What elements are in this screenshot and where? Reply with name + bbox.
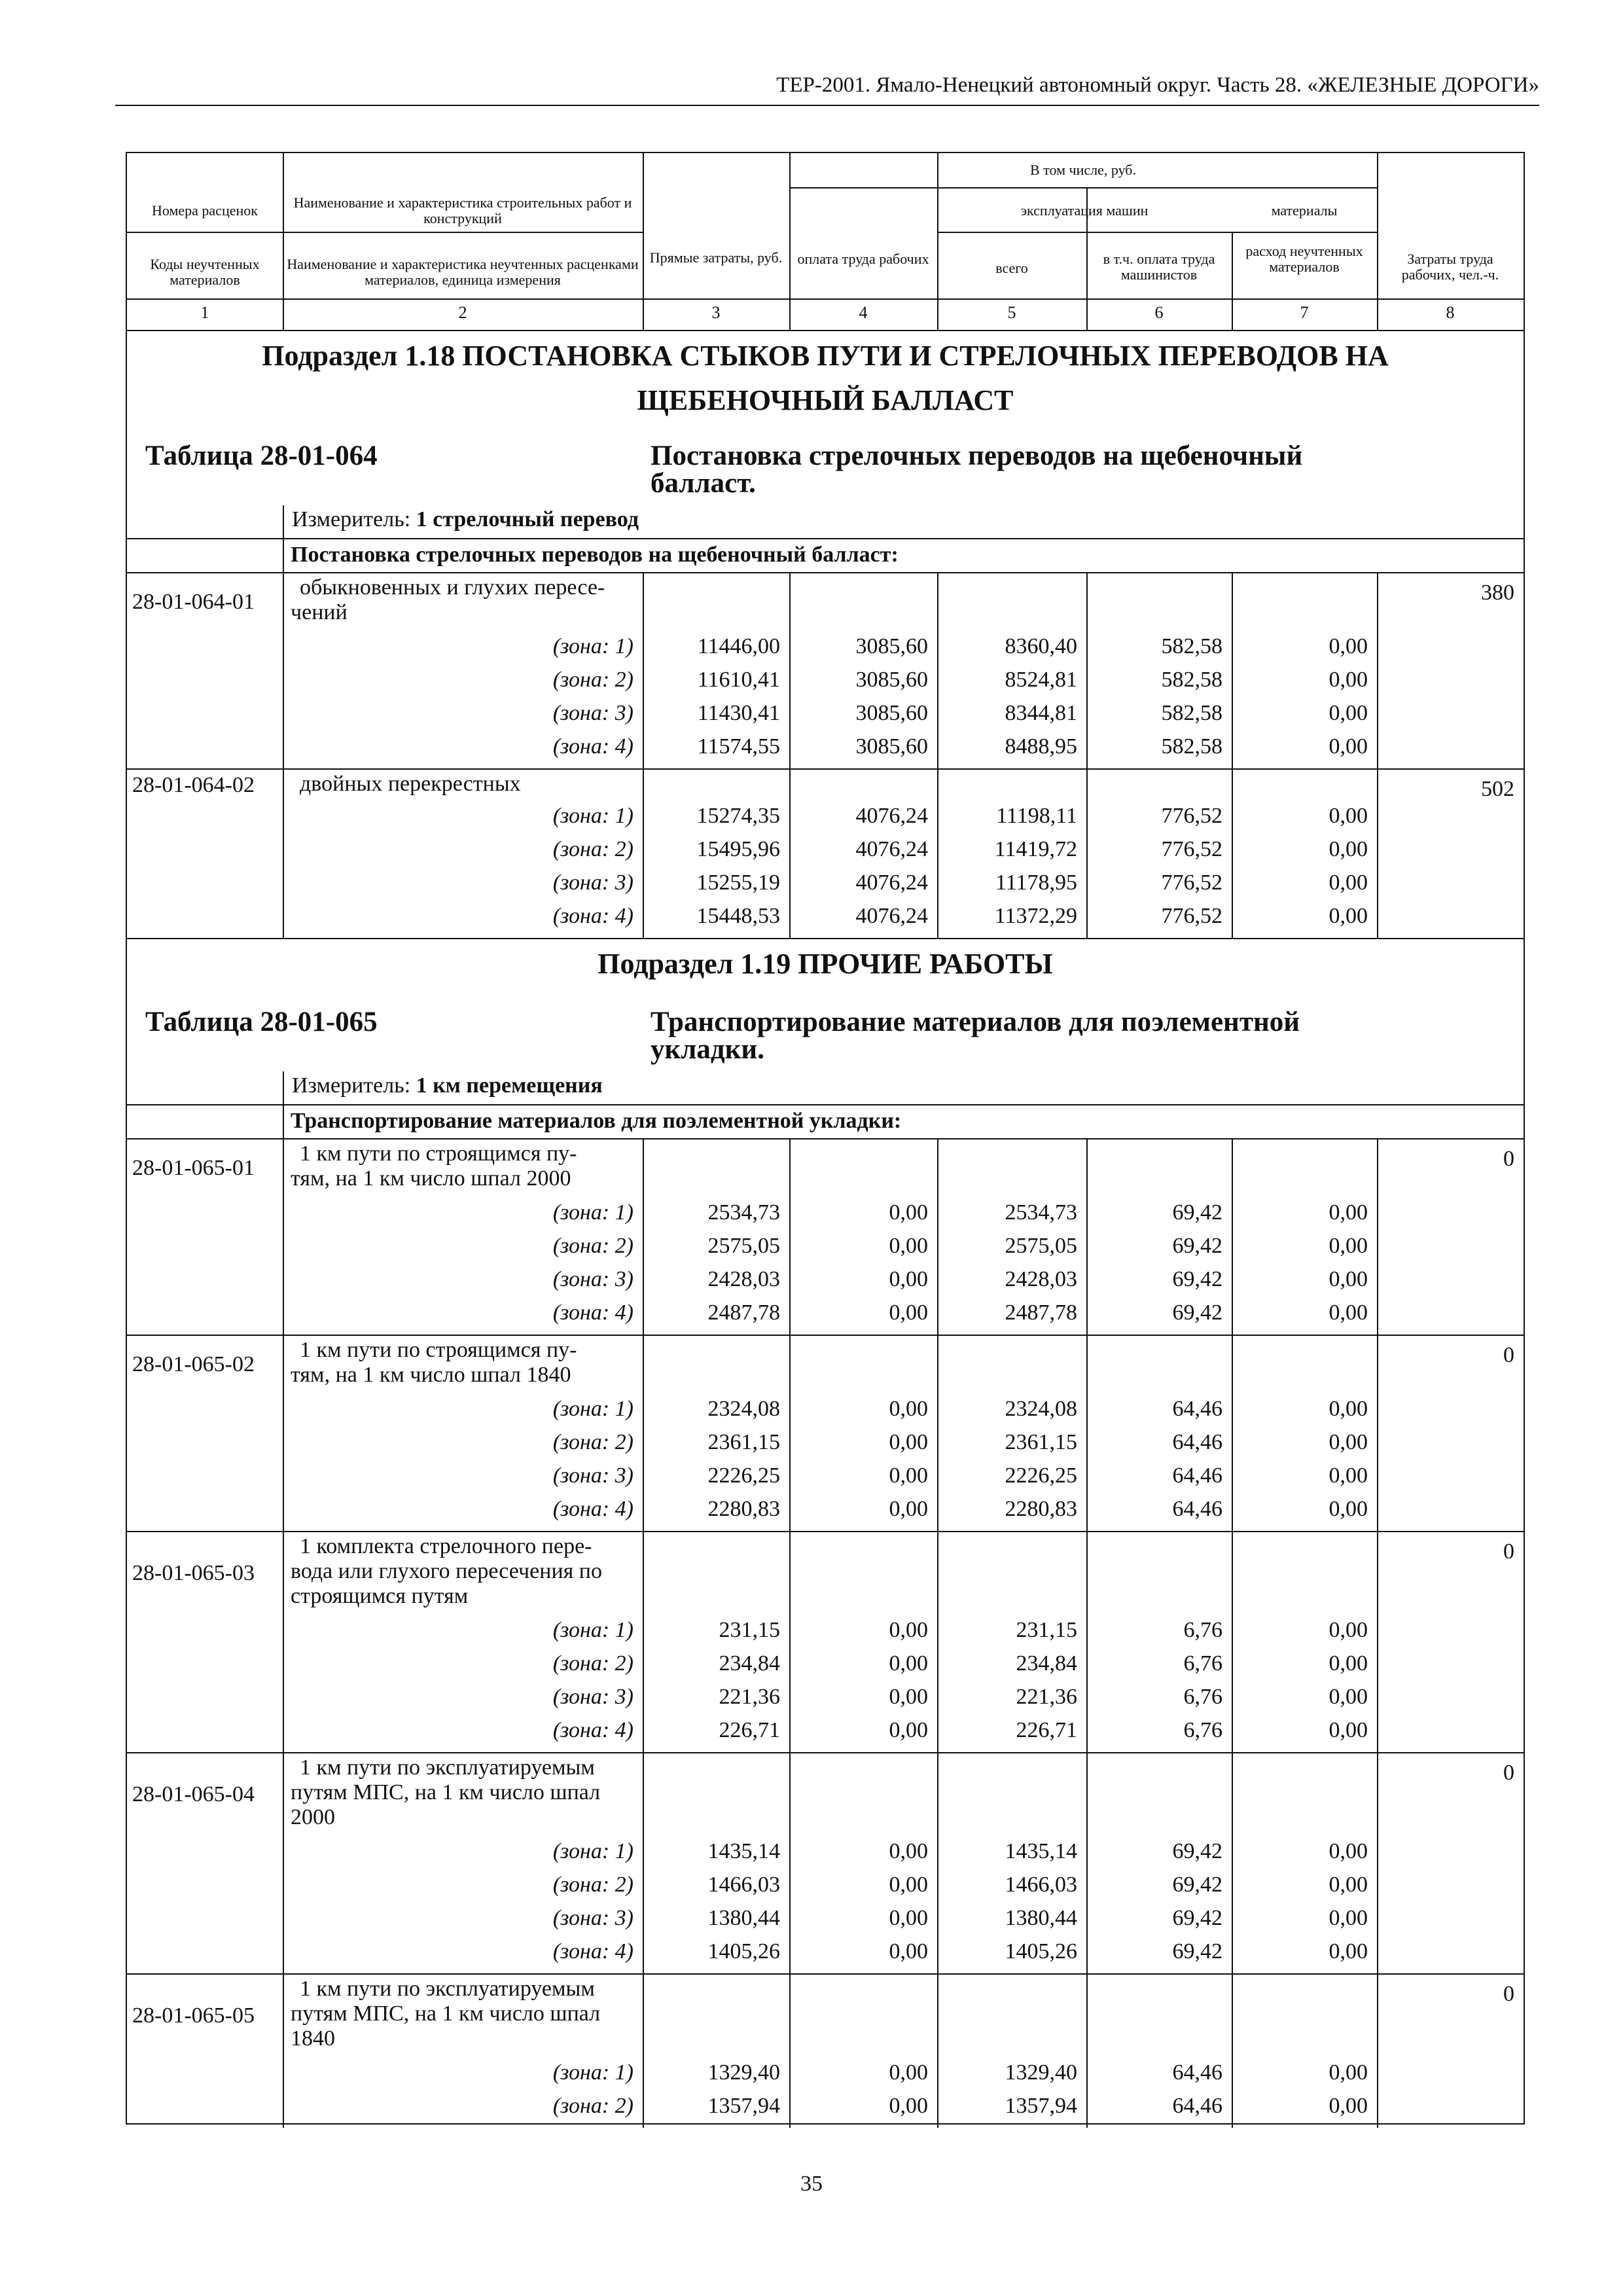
machines-total-value: 2226,25 (1005, 1463, 1077, 1488)
wages-value: 0,00 (889, 1939, 928, 1964)
zone-label: (зона: 4) (552, 904, 633, 928)
column-divider (789, 1531, 791, 1752)
machines-total-value: 11198,11 (996, 804, 1077, 828)
zone-label: (зона: 3) (552, 1267, 633, 1291)
header-divider (127, 298, 1524, 300)
direct-costs-value: 11610,41 (697, 668, 780, 692)
materials-value: 0,00 (1329, 1718, 1368, 1742)
column-divider (643, 1973, 644, 2128)
machinist-wages-value: 776,52 (1161, 804, 1222, 828)
machinist-wages-value: 582,58 (1161, 668, 1222, 692)
zone-label: (зона: 3) (552, 870, 633, 895)
row-divider (127, 1752, 1524, 1753)
column-divider (937, 1973, 938, 2128)
column-number: 5 (1007, 303, 1016, 322)
machines-header: эксплуатация машин (1020, 202, 1149, 219)
column-divider (789, 1335, 791, 1531)
direct-costs-value: 15255,19 (696, 870, 780, 895)
column-divider (937, 572, 938, 768)
machinist-wages-value: 64,46 (1172, 1463, 1222, 1488)
zone-label: (зона: 2) (552, 2094, 633, 2118)
machinist-wages-value: 6,76 (1183, 1685, 1222, 1709)
materials-value: 0,00 (1329, 1839, 1368, 1863)
direct-costs-value: 2226,25 (707, 1463, 780, 1488)
column-divider (1232, 1973, 1233, 2128)
zone-label: (зона: 1) (552, 1397, 633, 1421)
table-title: укладки. (651, 1034, 764, 1065)
machines-total-value: 221,36 (1016, 1685, 1077, 1709)
zone-label: (зона: 1) (552, 2060, 633, 2085)
machines-total-value: 8524,81 (1005, 668, 1077, 692)
wages-value: 4076,24 (855, 837, 928, 861)
machinist-wages-value: 6,76 (1183, 1651, 1222, 1676)
unit-line (292, 505, 639, 534)
direct-costs-value: 2534,73 (707, 1200, 780, 1225)
machines-total-value: 234,84 (1016, 1651, 1077, 1676)
column-divider (1086, 1752, 1088, 1973)
direct-costs-value: 2428,03 (707, 1267, 780, 1291)
col-rate-number-header: Номера расценок (152, 202, 258, 219)
column-divider (643, 1138, 644, 1335)
unit-prefix: Измеритель: (292, 1073, 416, 1098)
machinist-wages-value: 776,52 (1161, 904, 1222, 928)
materials-value: 0,00 (1329, 1267, 1368, 1291)
column-divider (1232, 1531, 1233, 1752)
col-work-name-header: Наименование и характеристика строительных работ и конструкций (293, 194, 632, 226)
col-labor-header: Затраты труда рабочих, чел.-ч. (1401, 251, 1499, 283)
section-title: Подраздел 1.19 ПРОЧИЕ РАБОТЫ (597, 948, 1053, 980)
column-divider (789, 572, 791, 768)
column-divider (283, 1138, 284, 1335)
materials-value: 0,00 (1329, 1618, 1368, 1642)
work-name-line: путям МПС, на 1 км число шпал (291, 2001, 601, 2026)
direct-costs-value: 15495,96 (696, 837, 780, 861)
direct-costs-value: 11430,41 (697, 701, 780, 725)
column-divider (1377, 1335, 1378, 1531)
materials-value: 0,00 (1329, 1906, 1368, 1930)
work-name-line: 1 км пути по эксплуатируемым (300, 1977, 595, 2001)
included-header: В том числе, руб. (1030, 162, 1136, 178)
machines-total-value: 8360,40 (1005, 634, 1077, 658)
column-divider (643, 1752, 644, 1973)
column-divider (1086, 572, 1088, 768)
zone-label: (зона: 2) (552, 1234, 633, 1258)
column-divider (789, 768, 791, 938)
direct-costs-value: 1380,44 (707, 1906, 780, 1930)
wages-value: 0,00 (889, 1651, 928, 1676)
column-number: 4 (859, 303, 868, 322)
unit-value: 1 стрелочный перевод (416, 507, 639, 531)
direct-costs-value: 2280,83 (707, 1497, 780, 1521)
unit-value: 1 км перемещения (416, 1073, 603, 1098)
machines-total-value: 11419,72 (994, 837, 1077, 861)
work-name-line: 1 км пути по строящимся пу- (300, 1141, 577, 1166)
work-name-line: путям МПС, на 1 км число шпал (291, 1780, 601, 1804)
machinist-wages-value: 64,46 (1172, 2094, 1222, 2118)
wages-value: 4076,24 (855, 804, 928, 828)
machinist-wages-value: 69,42 (1172, 1300, 1222, 1325)
column-divider (937, 1531, 938, 1752)
rate-code: 28-01-064-01 (132, 590, 255, 614)
column-divider (1232, 1752, 1233, 1973)
materials-value: 0,00 (1329, 1497, 1368, 1521)
direct-costs-value: 2575,05 (707, 1234, 780, 1258)
machines-total-value: 11178,95 (995, 870, 1077, 895)
work-name-line: вода или глухого пересечения по (291, 1559, 602, 1583)
wages-value: 4076,24 (855, 904, 928, 928)
rate-code: 28-01-065-04 (132, 1782, 255, 1806)
wages-value: 0,00 (889, 2060, 928, 2085)
wages-value: 0,00 (889, 1839, 928, 1863)
table-label: Таблица 28-01-065 (145, 1007, 378, 1037)
machinist-wages-value: 582,58 (1161, 701, 1222, 725)
wages-value: 3085,60 (855, 701, 928, 725)
materials-value: 0,00 (1329, 734, 1368, 759)
row-divider (127, 768, 1524, 770)
column-divider (1232, 1138, 1233, 1335)
column-divider (789, 1138, 791, 1335)
section-divider (127, 1138, 1524, 1139)
machines-total-value: 8488,95 (1005, 734, 1077, 759)
work-name-line: чений (291, 600, 348, 624)
wages-value: 0,00 (889, 1463, 928, 1488)
machines-total-value: 2324,08 (1005, 1397, 1077, 1421)
materials-value: 0,00 (1329, 1463, 1368, 1488)
materials-value: 0,00 (1329, 1651, 1368, 1676)
machines-total-value: 1357,94 (1005, 2094, 1077, 2118)
machinist-wages-value: 69,42 (1172, 1234, 1222, 1258)
machines-total-value: 1329,40 (1005, 2060, 1077, 2085)
zone-label: (зона: 2) (552, 668, 633, 692)
direct-costs-value: 1329,40 (707, 2060, 780, 2085)
labor-value: 0 (1503, 1343, 1514, 1367)
materials-value: 0,00 (1329, 2060, 1368, 2085)
direct-costs-value: 1435,14 (707, 1839, 780, 1863)
zone-label: (зона: 3) (552, 1685, 633, 1709)
wages-value: 0,00 (889, 1234, 928, 1258)
direct-costs-value: 1405,26 (707, 1939, 780, 1964)
machines-total-value: 1435,14 (1005, 1839, 1077, 1863)
direct-costs-value: 1466,03 (707, 1873, 780, 1897)
column-number: 2 (458, 303, 467, 322)
machines-total-value: 1466,03 (1005, 1873, 1077, 1897)
work-name-line: 1 км пути по эксплуатируемым (300, 1755, 595, 1780)
materials-value: 0,00 (1329, 1397, 1368, 1421)
column-divider (1377, 1531, 1378, 1752)
header-divider (789, 187, 1377, 188)
zone-label: (зона: 1) (552, 804, 633, 828)
direct-costs-value: 234,84 (719, 1651, 780, 1676)
column-divider (789, 1752, 791, 1973)
header-column-divider (789, 152, 791, 330)
work-name-line: 1 комплекта стрелочного пере- (300, 1534, 592, 1558)
column-divider (789, 1973, 791, 2128)
zone-label: (зона: 4) (552, 1497, 633, 1521)
table-top-border (127, 152, 1524, 153)
column-divider (937, 1138, 938, 1335)
unit-prefix: Измеритель: (292, 507, 416, 531)
column-divider (643, 768, 644, 938)
work-name-line: обыкновенных и глухих пересе- (300, 575, 605, 600)
materials-value: 0,00 (1329, 870, 1368, 895)
machines-total-value: 2361,15 (1005, 1430, 1077, 1454)
wages-value: 3085,60 (855, 734, 928, 759)
column-divider (1377, 572, 1378, 768)
direct-costs-value: 2361,15 (707, 1430, 780, 1454)
work-name-line: тям, на 1 км число шпал 1840 (291, 1363, 571, 1387)
col-machinist-wages-header: в т.ч. оплата труда машинистов (1103, 251, 1215, 283)
work-name-line: 1840 (291, 2026, 335, 2051)
header-column-divider (1377, 152, 1378, 330)
zone-label: (зона: 3) (552, 701, 633, 725)
table-title: балласт. (651, 468, 756, 499)
group-title: Транспортирование материалов для поэлементной укладки: (291, 1109, 902, 1133)
column-number: 1 (200, 303, 209, 322)
row-divider (127, 1335, 1524, 1336)
column-divider (1086, 1138, 1088, 1335)
header-column-divider (283, 152, 284, 330)
machinist-wages-value: 776,52 (1161, 837, 1222, 861)
column-divider (283, 1335, 284, 1531)
wages-value: 0,00 (889, 1873, 928, 1897)
machines-total-value: 226,71 (1016, 1718, 1077, 1742)
column-divider (937, 1752, 938, 1973)
labor-value: 380 (1481, 581, 1514, 605)
row-divider (127, 1973, 1524, 1975)
direct-costs-value: 15274,35 (696, 804, 780, 828)
section-divider (127, 1104, 1524, 1105)
machinist-wages-value: 6,76 (1183, 1718, 1222, 1742)
machines-total-value: 231,15 (1016, 1618, 1077, 1642)
machines-total-value: 11372,29 (994, 904, 1077, 928)
page-header: ТЕР-2001. Ямало-Ненецкий автономный округ. Часть 28. «ЖЕЛЕЗНЫЕ ДОРОГИ» (115, 71, 1539, 106)
machinist-wages-value: 582,58 (1161, 734, 1222, 759)
wages-value: 4076,24 (855, 870, 928, 895)
materials-value: 0,00 (1329, 804, 1368, 828)
col-material-name-header: Наименование и характеристика неучтенных расценками материалов, единица измерения (287, 256, 639, 288)
direct-costs-value: 15448,53 (696, 904, 780, 928)
column-divider (283, 1752, 284, 1973)
wages-value: 0,00 (889, 1618, 928, 1642)
machines-total-value: 2428,03 (1005, 1267, 1077, 1291)
col-machines-total-header: всего (995, 260, 1028, 276)
materials-value: 0,00 (1329, 1685, 1368, 1709)
machinist-wages-value: 69,42 (1172, 1939, 1222, 1964)
col-direct-costs-header: Прямые затраты, руб. (649, 249, 783, 266)
row-divider (127, 1531, 1524, 1532)
work-name-line: 1 км пути по строящимся пу- (300, 1338, 577, 1362)
header-bottom-border (127, 330, 1524, 331)
header-column-divider (643, 152, 644, 330)
column-number: 8 (1446, 303, 1455, 322)
direct-costs-value: 1357,94 (707, 2094, 780, 2118)
machinist-wages-value: 64,46 (1172, 1430, 1222, 1454)
zone-label: (зона: 1) (552, 1200, 633, 1225)
column-divider (283, 505, 284, 572)
wages-value: 0,00 (889, 1718, 928, 1742)
wages-value: 0,00 (889, 1397, 928, 1421)
column-divider (283, 1531, 284, 1752)
machinist-wages-value: 582,58 (1161, 634, 1222, 658)
wages-value: 0,00 (889, 1300, 928, 1325)
materials-value: 0,00 (1329, 1430, 1368, 1454)
machinist-wages-value: 69,42 (1172, 1200, 1222, 1225)
zone-label: (зона: 2) (552, 1873, 633, 1897)
col-wages-header: оплата труда рабочих (797, 251, 929, 267)
zone-label: (зона: 4) (552, 1300, 633, 1325)
column-divider (1377, 768, 1378, 938)
rate-code: 28-01-064-02 (132, 772, 255, 797)
direct-costs-value: 11446,00 (697, 634, 780, 658)
wages-value: 0,00 (889, 2094, 928, 2118)
zone-label: (зона: 1) (552, 634, 633, 658)
column-divider (283, 572, 284, 768)
section-divider (127, 572, 1524, 573)
wages-value: 0,00 (889, 1906, 928, 1930)
materials-value: 0,00 (1329, 837, 1368, 861)
column-divider (283, 1071, 284, 1138)
section-title: Подраздел 1.18 ПОСТАНОВКА СТЫКОВ ПУТИ И СТРЕЛОЧНЫХ ПЕРЕВОДОВ НА (262, 340, 1389, 372)
direct-costs-value: 2487,78 (707, 1300, 780, 1325)
wages-value: 0,00 (889, 1685, 928, 1709)
materials-value: 0,00 (1329, 1234, 1368, 1258)
machines-total-value: 2487,78 (1005, 1300, 1077, 1325)
wages-value: 0,00 (889, 1497, 928, 1521)
col-material-code-header: Коды неучтенных материалов (150, 256, 260, 288)
zone-label: (зона: 4) (552, 1939, 633, 1964)
materials-value: 0,00 (1329, 634, 1368, 658)
rate-code: 28-01-065-01 (132, 1156, 255, 1180)
machines-total-value: 8344,81 (1005, 701, 1077, 725)
machines-total-value: 2280,83 (1005, 1497, 1077, 1521)
labor-value: 0 (1503, 1982, 1514, 2006)
work-name-line: 2000 (291, 1805, 335, 1829)
table-label: Таблица 28-01-064 (145, 440, 378, 471)
machines-total-value: 1405,26 (1005, 1939, 1077, 1964)
wages-value: 0,00 (889, 1430, 928, 1454)
column-number: 3 (711, 303, 721, 322)
machines-total-value: 2575,05 (1005, 1234, 1077, 1258)
column-divider (937, 768, 938, 938)
zone-label: (зона: 1) (552, 1618, 633, 1642)
machinist-wages-value: 69,42 (1172, 1839, 1222, 1863)
column-divider (1086, 1531, 1088, 1752)
unit-line (292, 1071, 603, 1100)
section-divider (127, 538, 1524, 539)
column-number: 7 (1300, 303, 1309, 322)
wages-value: 0,00 (889, 1200, 928, 1225)
header-column-divider (937, 152, 938, 330)
column-divider (643, 1531, 644, 1752)
machinist-wages-value: 776,52 (1161, 870, 1222, 895)
direct-costs-value: 2324,08 (707, 1397, 780, 1421)
machines-total-value: 1380,44 (1005, 1906, 1077, 1930)
materials-value: 0,00 (1329, 701, 1368, 725)
work-name-line: тям, на 1 км число шпал 2000 (291, 1166, 571, 1191)
machinist-wages-value: 69,42 (1172, 1906, 1222, 1930)
wages-value: 0,00 (889, 1267, 928, 1291)
machinist-wages-value: 64,46 (1172, 1397, 1222, 1421)
labor-value: 0 (1503, 1147, 1514, 1171)
materials-value: 0,00 (1329, 668, 1368, 692)
table-title: Постановка стрелочных переводов на щебеночный (651, 440, 1303, 471)
page-number: 35 (800, 2172, 823, 2196)
rate-code: 28-01-065-05 (132, 2003, 255, 2028)
section-title: ЩЕБЕНОЧНЫЙ БАЛЛАСТ (637, 384, 1014, 416)
column-divider (1377, 1138, 1378, 1335)
column-divider (937, 1335, 938, 1531)
wages-value: 3085,60 (855, 634, 928, 658)
zone-label: (зона: 4) (552, 734, 633, 759)
machinist-wages-value: 6,76 (1183, 1618, 1222, 1642)
machinist-wages-value: 64,46 (1172, 2060, 1222, 2085)
machinist-wages-value: 64,46 (1172, 1497, 1222, 1521)
direct-costs-value: 11574,55 (697, 734, 780, 759)
zone-label: (зона: 2) (552, 1430, 633, 1454)
column-divider (1232, 768, 1233, 938)
rate-code: 28-01-065-03 (132, 1561, 255, 1585)
column-divider (1377, 1973, 1378, 2128)
col-materials-header: расход неучтенных материалов (1245, 243, 1363, 275)
work-name-line: строящимся путям (291, 1584, 469, 1608)
zone-label: (зона: 3) (552, 1906, 633, 1930)
column-divider (1086, 1335, 1088, 1531)
zone-label: (зона: 2) (552, 1651, 633, 1676)
group-title: Постановка стрелочных переводов на щебеночный балласт: (291, 543, 899, 567)
column-divider (283, 768, 284, 938)
row-divider (127, 938, 1524, 939)
direct-costs-value: 226,71 (719, 1718, 780, 1742)
direct-costs-value: 221,36 (719, 1685, 780, 1709)
materials-value: 0,00 (1329, 1873, 1368, 1897)
materials-value: 0,00 (1329, 1300, 1368, 1325)
labor-value: 502 (1481, 777, 1514, 801)
zone-label: (зона: 2) (552, 837, 633, 861)
labor-value: 0 (1503, 1539, 1514, 1564)
materials-value: 0,00 (1329, 1200, 1368, 1225)
zone-label: (зона: 1) (552, 1839, 633, 1863)
column-divider (1232, 1335, 1233, 1531)
column-number: 6 (1154, 303, 1164, 322)
rate-code: 28-01-065-02 (132, 1352, 255, 1376)
column-divider (1086, 768, 1088, 938)
column-divider (643, 1335, 644, 1531)
table-title: Транспортирование материалов для поэлементной (651, 1007, 1300, 1037)
direct-costs-value: 231,15 (719, 1618, 780, 1642)
materials-value: 0,00 (1329, 2094, 1368, 2118)
column-divider (283, 1973, 284, 2128)
materials-value: 0,00 (1329, 1939, 1368, 1964)
zone-label: (зона: 3) (552, 1463, 633, 1488)
column-divider (1377, 1752, 1378, 1973)
header-divider (127, 232, 643, 233)
materials-value: 0,00 (1329, 904, 1368, 928)
labor-value: 0 (1503, 1761, 1514, 1785)
rates-table (126, 152, 1525, 2125)
header-divider (937, 232, 1377, 233)
column-divider (643, 572, 644, 768)
zone-label: (зона: 4) (552, 1718, 633, 1742)
machinist-wages-value: 69,42 (1172, 1873, 1222, 1897)
machines-total-value: 2534,73 (1005, 1200, 1077, 1225)
work-name-line: двойных перекрестных (300, 772, 521, 796)
materials-header: материалы (1271, 202, 1338, 219)
machinist-wages-value: 69,42 (1172, 1267, 1222, 1291)
wages-value: 3085,60 (855, 668, 928, 692)
column-divider (1086, 1973, 1088, 2128)
column-divider (1232, 572, 1233, 768)
